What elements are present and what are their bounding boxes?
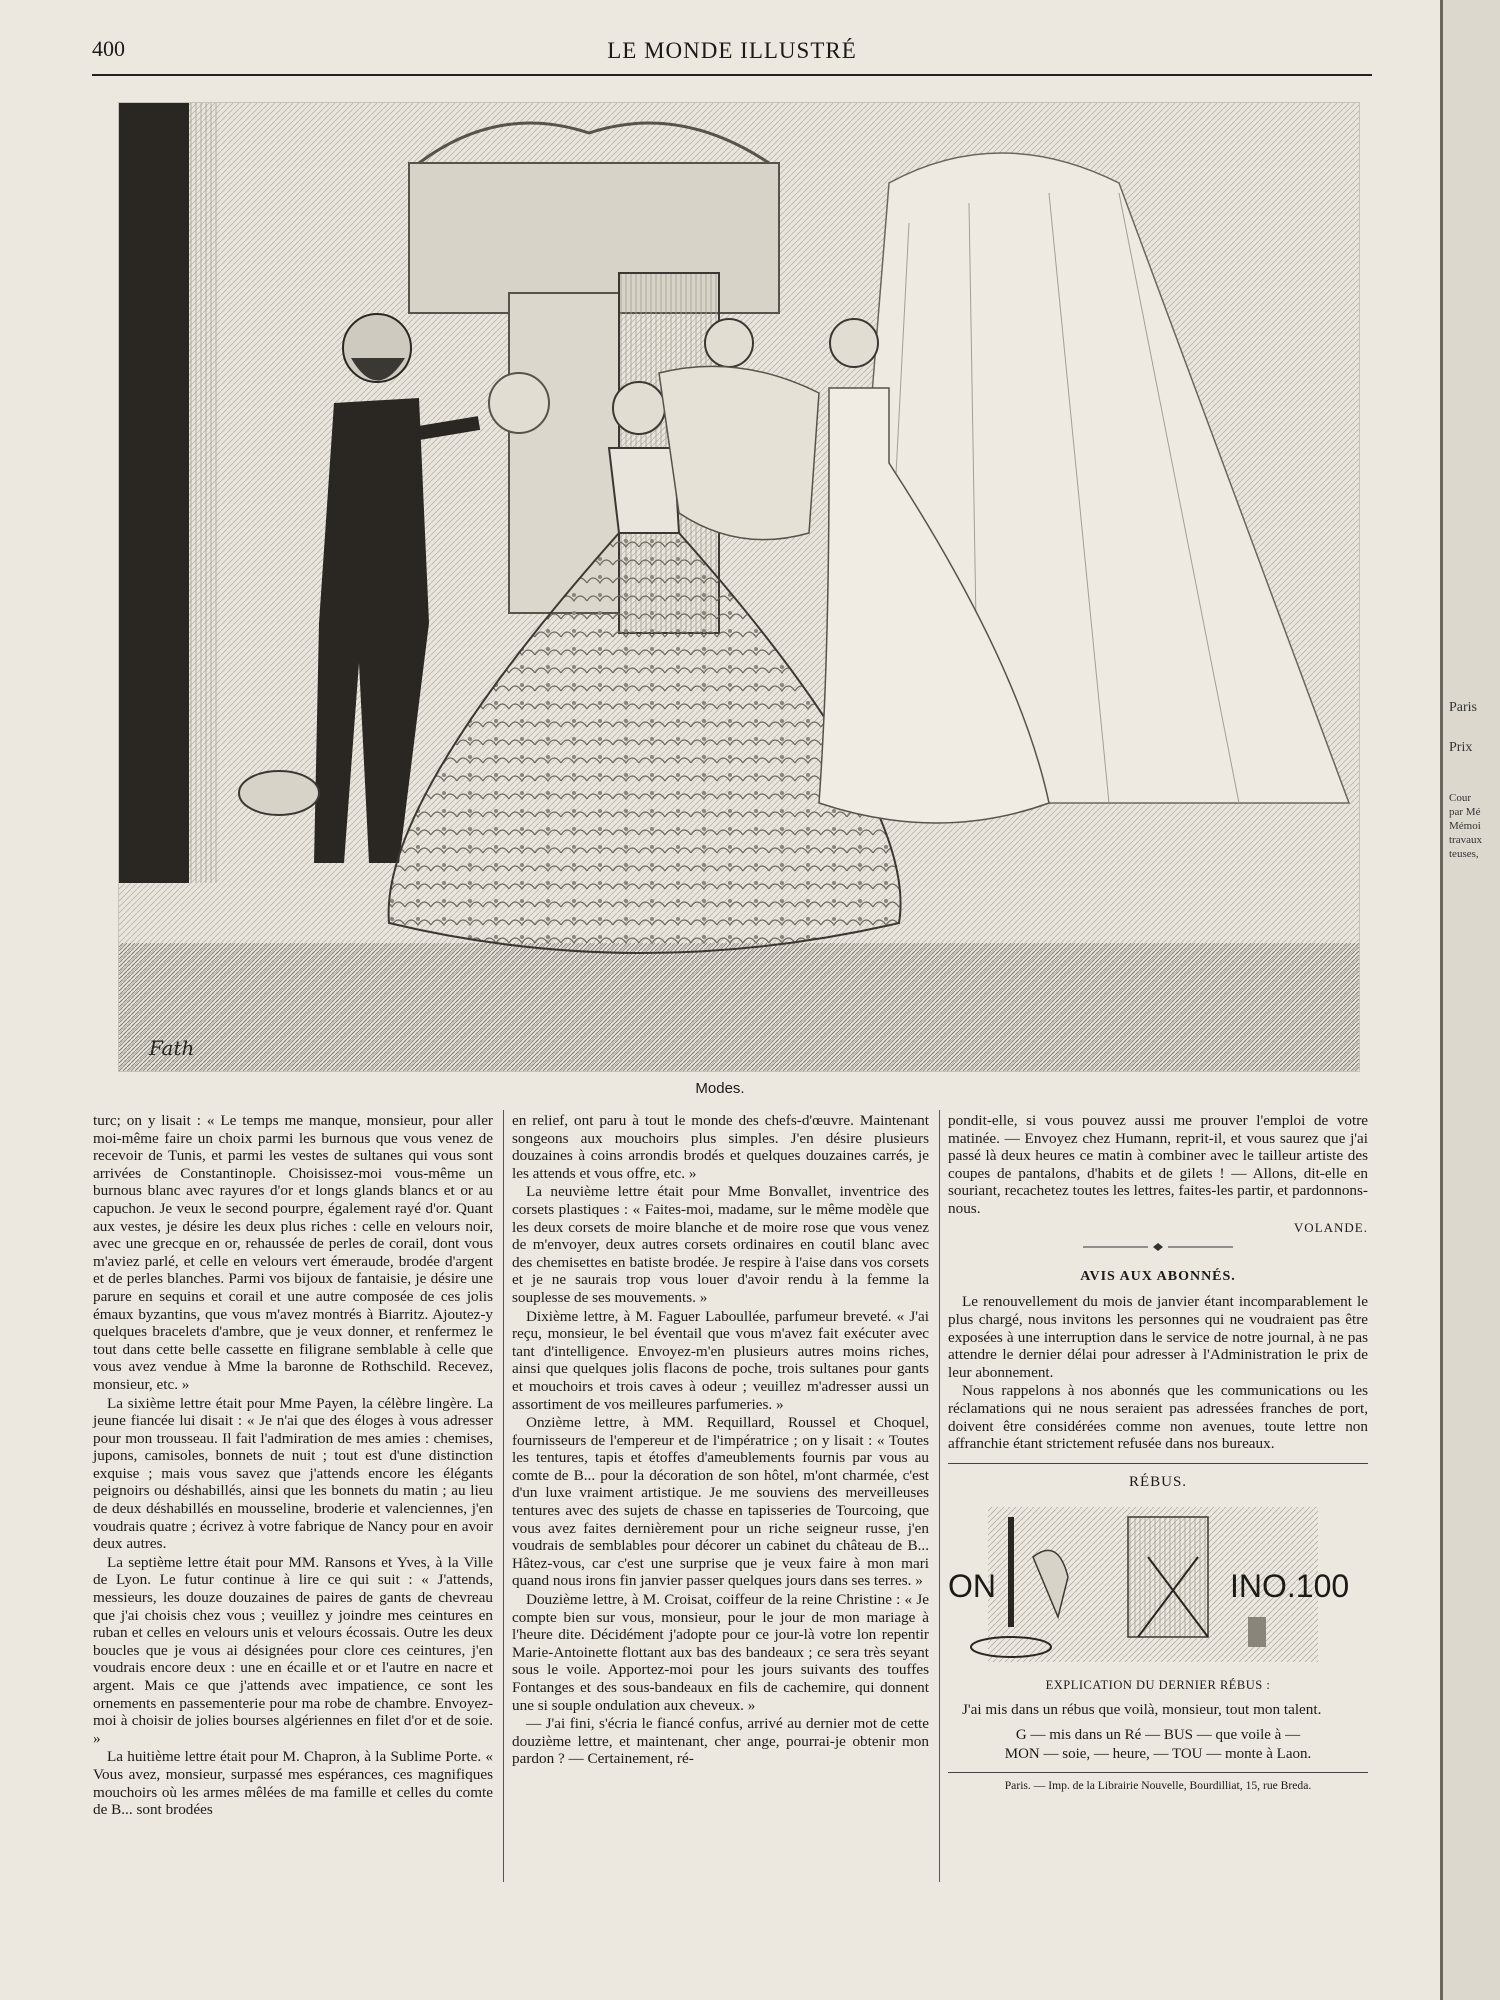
- dark-doorway: [119, 103, 189, 883]
- paragraph: Douzième lettre, à M. Croisat, coiffeur de la reine Christine : « Je compte bien sur vous, monsieur, pour le jour de mon mariage à l'heure dite. Décidément j'adopte pour ce jour-là votre lon repentir Marie-Antoinette flottant aux bas des bandeaux ; ce sera très seyant sous le voile. Apportez-moi pour les jours suivants des touffes Fontanges et des sous-bandeaux en fils de cachemire, qui donnent une si souple ondulation aux cheveux. »: [512, 1591, 929, 1714]
- artist-signature: Fath: [149, 1036, 195, 1060]
- paragraph: en relief, ont paru à tout le monde des chefs-d'œuvre. Maintenant songeons aux mouchoirs plus simples. J'en désire plusieurs douzaines à coins arrondis brodés et quelques douzaines carrés, je les attends et vous offre, etc. »: [512, 1112, 929, 1182]
- bouquet: [489, 373, 549, 433]
- edge-fragment: Prix: [1449, 740, 1473, 755]
- edge-fragment: teuses,: [1449, 848, 1479, 860]
- adjacent-page-edge: [1440, 0, 1500, 2000]
- edge-fragment: par Mé: [1449, 806, 1481, 818]
- rebus-solution: [948, 1726, 1368, 1764]
- paragraph: pondit-elle, si vous pouvez aussi me prouver l'emploi de votre matinée. — Envoyez chez Humann, reprit-il, et vous saurez que j'ai passé là deux heures ce matin à combiner avec le tailleur artiste des coupes de pantalons, d'habits et de gilets ! — Allons, dit-elle en souriant, recachetez toutes les lettres, faites-les partir, et pardonnons-nous.: [948, 1112, 1368, 1217]
- divider: [948, 1463, 1368, 1464]
- solution-line: G — mis dans un Ré — BUS — que voile à —: [1015, 1727, 1301, 1744]
- rebus-image: [948, 1497, 1368, 1669]
- edge-fragment: travaux: [1449, 834, 1482, 846]
- rebus-left-text: ON: [948, 1568, 996, 1605]
- paragraph: La sixième lettre était pour Mme Payen, la célèbre lingère. La jeune fiancée lui disait : « Je n'ai que des éloges à vous adresser pour mon trousseau. Il fait l'admiration de mes amies : chemises, jupons, camisoles, bonnets de nuit ; tout est d'une distinction exquise ; mais vous savez que j'attends encore les élégants peignoirs ou déshabillés, ainsi que les bonnets du matin ; au lieu de deux déshabillés en mousseline, broderie et valenciennes, j'en voudrais quatre ; écrivez à votre fabrique de Nancy pour en avoir deux autres.: [93, 1394, 493, 1553]
- journal-title: LE MONDE ILLUSTRÉ: [607, 38, 857, 63]
- notice-paragraph: Nous rappelons à nos abonnés que les communications ou les réclamations qui ne nous seraient pas adressées franches de port, doivent être considérées comme non avenues, toute lettre non affranchie étant strictement refusée dans nos bureaux.: [948, 1382, 1368, 1453]
- rebus-title: RÉBUS.: [1128, 1473, 1188, 1490]
- fashion-engraving: [118, 102, 1360, 1072]
- edge-fragment: Paris: [1449, 700, 1477, 715]
- printer-imprint: Paris. — Imp. de la Librairie Nouvelle, Bourdilliat, 15, rue Breda.: [948, 1772, 1368, 1795]
- edge-fragment: Cour: [1449, 792, 1471, 804]
- author-signature: VOLANDE.: [1293, 1219, 1368, 1235]
- column-rule: [503, 1110, 504, 1882]
- text-column-1: [93, 1112, 493, 1820]
- text-column-2: [512, 1112, 929, 1769]
- text-column-3: [948, 1112, 1368, 1795]
- small-dog: [239, 771, 319, 815]
- paragraph: La septième lettre était pour MM. Ransons et Yves, à la Ville de Lyon. Le futur continue à lire ce qui suit : « J'attends, messieurs, les douze douzaines de paires de gants de chevreau que j'ai choisis chez vous ; veuillez y joindre mes ceintures en ruban et celles en velours unis et velours écossais. Outre les deux boucles que je vous ai désignées pour clore ces ceintures, j'en voudrais encore deux : une en écaille et or et l'autre en nacre et argent. Mais ce que j'attends avec impatience, ce sont les ornements en passementerie pour ma robe de chambre. Envoyez-moi à choisir de jolies bourses algériennes en filet d'or et de soie. »: [93, 1553, 493, 1747]
- paragraph: La huitième lettre était pour M. Chapron, à la Sublime Porte. « Vous avez, monsieur, surpassé mes espérances, ces magnifiques mouchoirs où les armes mêlées de ma famille et celles du comte de B... sont brodées: [93, 1748, 493, 1819]
- page-header: [92, 36, 1372, 76]
- paragraph: — J'ai fini, s'écria le fiancé confus, arrivé au dernier mot de cette douzième lettre, et maintenant, cher ange, pourrai-je obtenir mon pardon ? — Certainement, ré-: [512, 1715, 929, 1768]
- edge-fragment: Mémoi: [1449, 820, 1481, 832]
- column-rule: [939, 1110, 940, 1882]
- notice-title: AVIS AUX ABONNÉS.: [1080, 1268, 1236, 1284]
- paragraph: La neuvième lettre était pour Mme Bonvallet, inventrice des corsets plastiques : « Faites-moi, madame, sur le même modèle que les deux corsets de moire blanche et de moire rose que vous venez de m'envoyer, deux autres corsets ordinaires en coutil blanc avec des chemisettes en batiste brodée. Je respire à l'aise dans vos corsets et je ne saurais trop vous louer d'avoir rendu à la femme la souplesse de ses mouvements. »: [512, 1183, 929, 1306]
- candle-icon: [1008, 1517, 1014, 1627]
- rebus-drawing: [948, 1497, 1368, 1669]
- ornament-divider: [948, 1240, 1368, 1258]
- page-number: 400: [92, 36, 125, 61]
- illustration-caption: Modes.: [695, 1080, 745, 1097]
- paragraph: Dixième lettre, à M. Faguer Laboullée, parfumeur breveté. « J'ai reçu, monsieur, le bel éventail que vous m'avez fait exécuter avec tant d'intelligence. Envoyez-m'en plusieurs autres moins riches, ainsi que quelques jolis flacons de poche, trois sultanes pour gants et mouchoirs et trois caves à odeur ; veuillez m'adresser aussi un assortiment de vos meilleures parfumeries. »: [512, 1307, 929, 1413]
- engraving-drawing: [119, 103, 1359, 1071]
- rebus-right-text: INO.100: [1230, 1568, 1350, 1605]
- paragraph: turc; on y lisait : « Le temps me manque, monsieur, pour aller moi-même faire un choix parmi les burnous que vous venez de recevoir de Tunis, et parmi les vestes de sultanes qui vous sont arrivées de Constantinople. Choisissez-moi vous-même un burnous blanc avec rayures d'or et longs glands blancs et or au capuchon. Je veux le second pourpre, également rayé d'or. Quant aux vestes, je désire les deux plus riches : celle en velours noir, avec une grecque en or, rehaussée de perles de corail, dont vous m'aviez parlé, et celle en velours vert émeraude, brodée d'argent et de perles blanches. Parmi vos bijoux de fantaisie, je désire une parure en sequins et corail et une autre composée de ces jolis émaux byzantins, que vous m'avez montrés à Biarritz. Ajoutez-y quelques bracelets d'ambre, que je veux donner, et renfermez le tout dans cette belle cassette en filigrane semblable à celle que vous avez vendue à Mme la baronne de Rothschild. Recevez, monsieur, etc. »: [93, 1112, 493, 1393]
- notice-paragraph: Le renouvellement du mois de janvier étant incomparablement le plus chargé, nous invitons les personnes qui ne voudraient pas être exposées à une interruption dans le service de notre journal, à ne pas attendre le dernier délai pour adresser à l'Administration le prix de leur abonnement.: [948, 1293, 1368, 1381]
- explanation-title: EXPLICATION DU DERNIER RÉBUS :: [1045, 1678, 1271, 1693]
- paragraph: Onzième lettre, à MM. Requillard, Roussel et Choquel, fournisseurs de l'empereur et de l'impératrice ; on y lisait : « Toutes les tentures, tapis et étoffes d'ameublements fournis par vous au comte de B... pour la décoration de son hôtel, m'ont charmée, c'est d'un luxe vraiment artistique. Je me souviens des merveilleuses tentures avec des sujets de chasse en tapisseries de Tourcoing, que vous avez faites dernièrement pour un riche seigneur russe, j'en voudrais de semblables pour décorer un cabinet du château de B... Hâtez-vous, car c'est une surprise que je veux faire à mon mari quand nous irons fin janvier passer quelques jours dans ses terres. »: [512, 1414, 929, 1590]
- explanation-text: J'ai mis dans un rébus que voilà, monsieur, tout mon talent.: [962, 1700, 1322, 1718]
- solution-line: MON — soie, — heure, — TOU — monte à Laon.: [1004, 1746, 1312, 1763]
